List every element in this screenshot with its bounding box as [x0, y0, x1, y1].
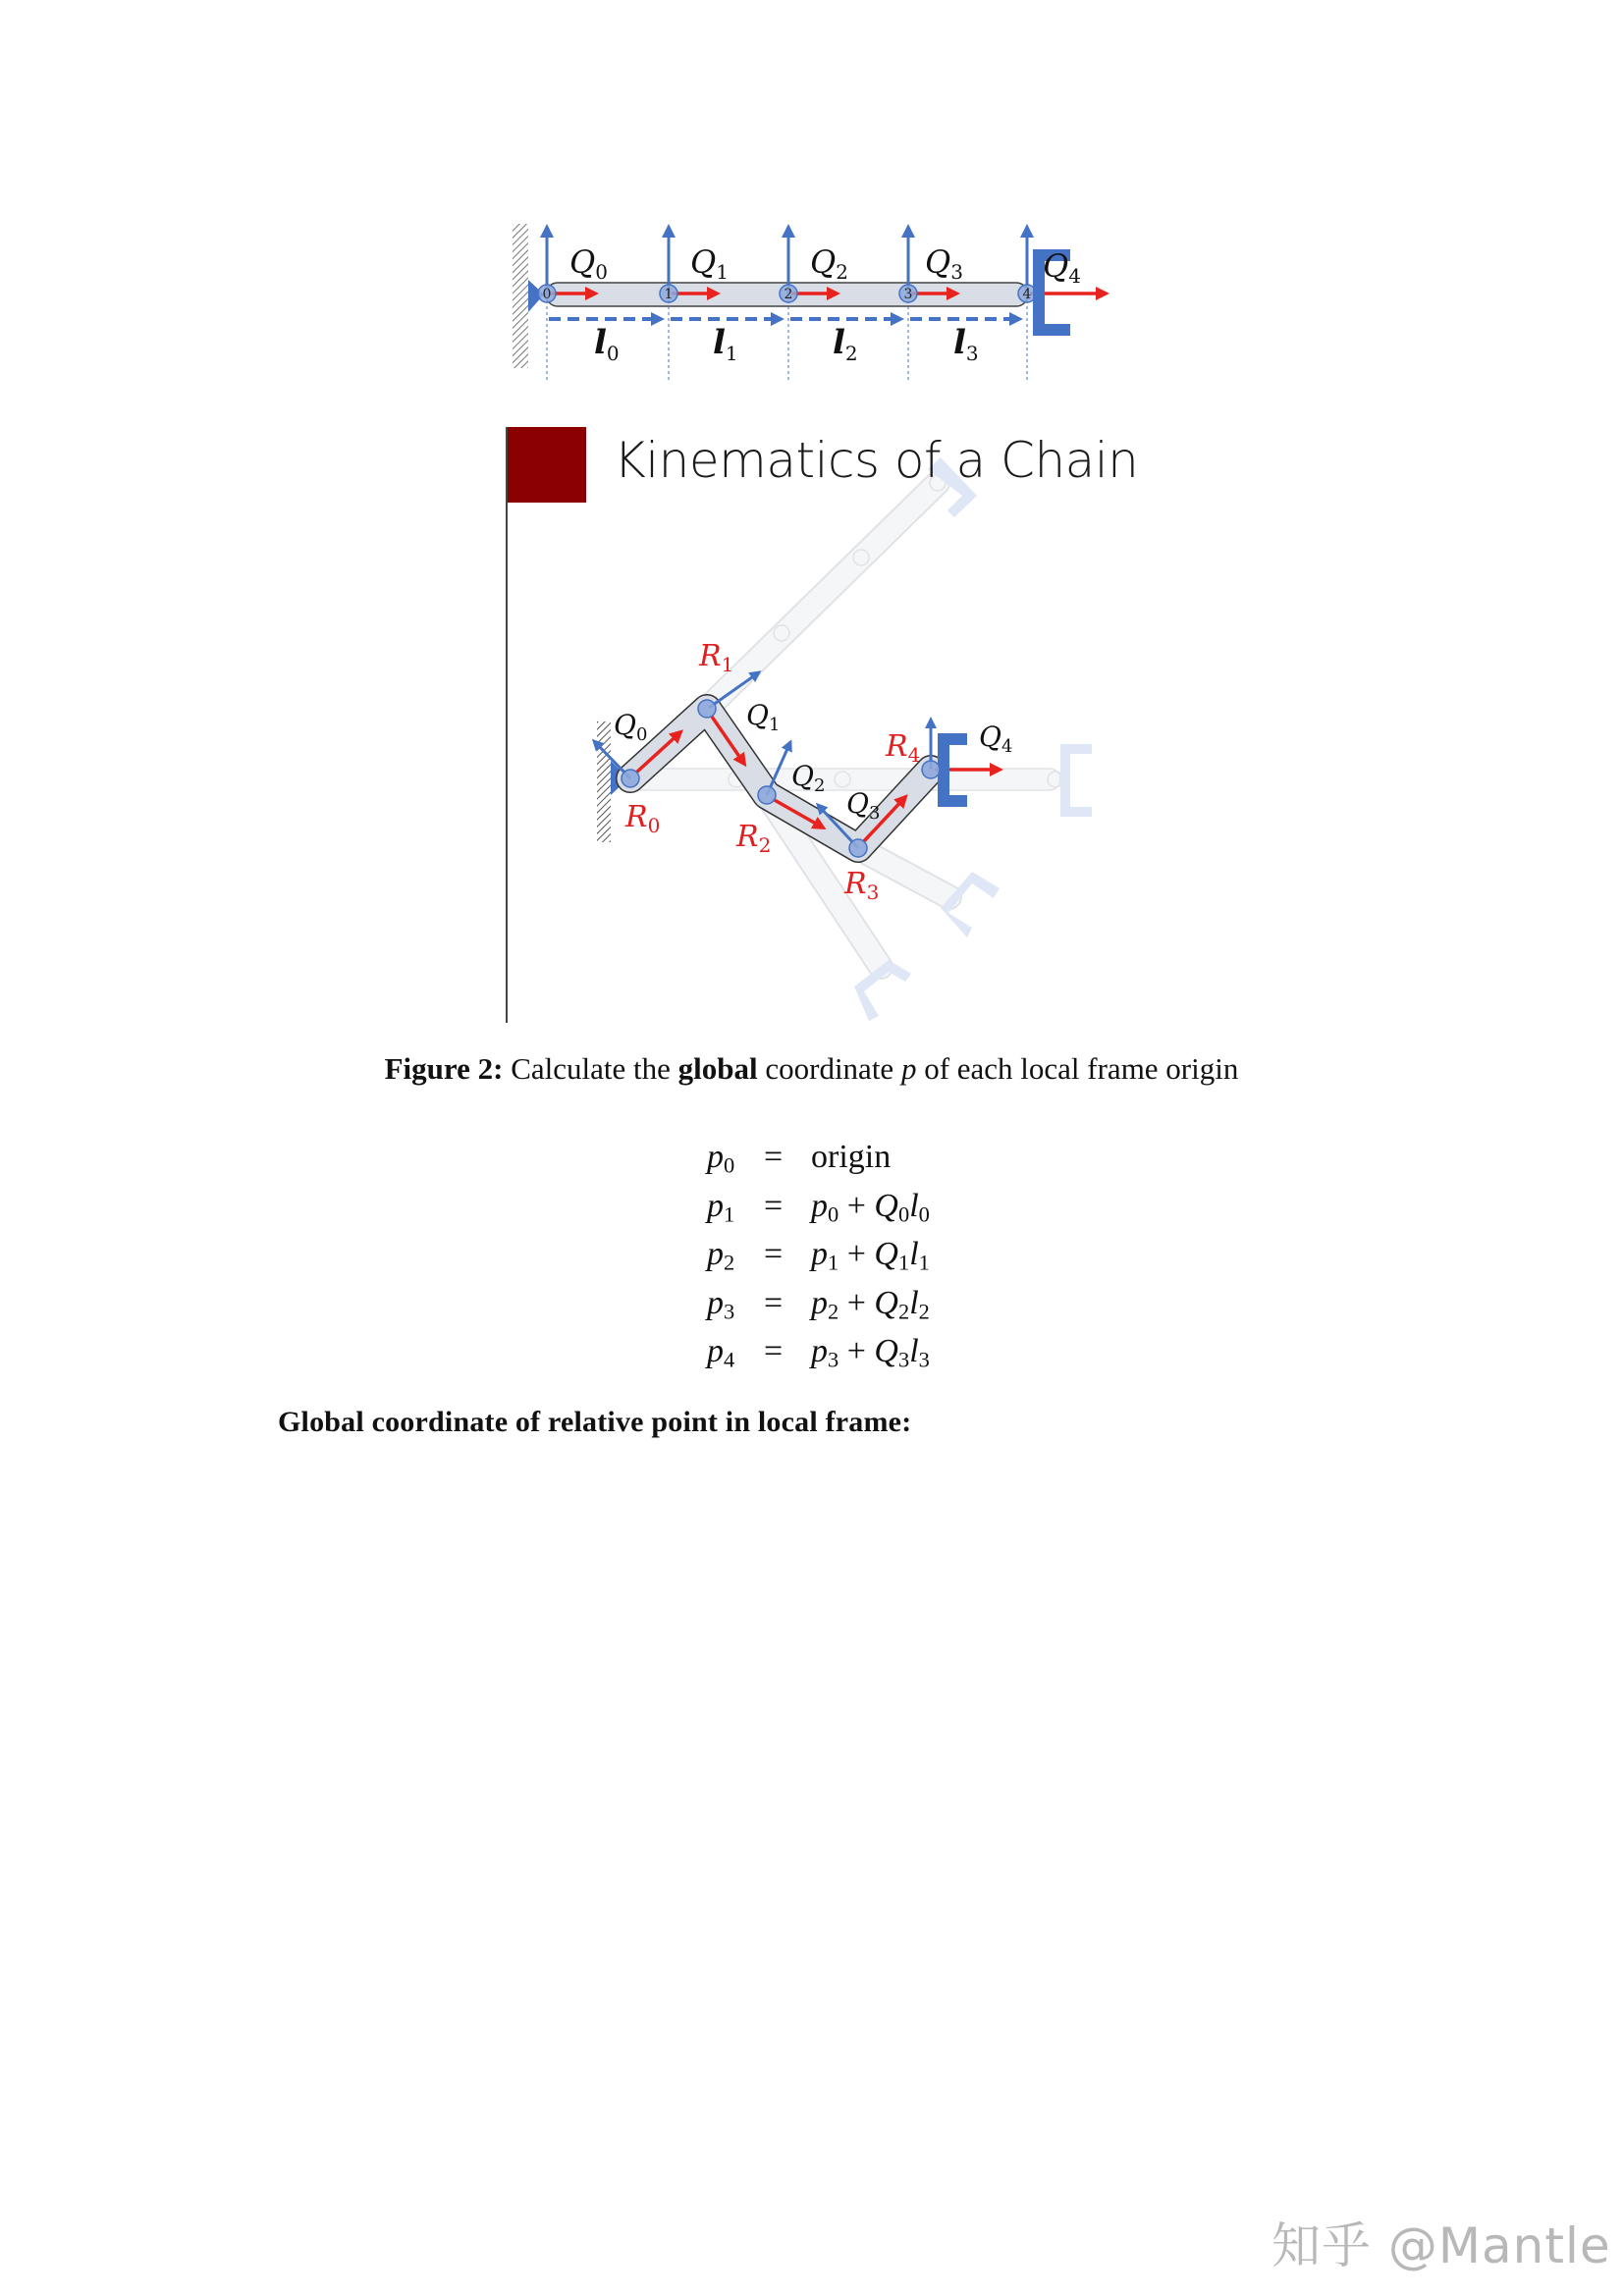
svg-text:4: 4	[1022, 287, 1032, 302]
equation-row: $p_2$ = $p_1 + Q_1l_1$	[707, 1236, 930, 1275]
svg-text:2: 2	[784, 287, 793, 302]
svg-text:Q2: $Q_2$	[791, 760, 826, 796]
equation-row: $p_3$ = $p_2 + Q_2l_2$	[707, 1284, 930, 1324]
svg-text:R4: $R_4$	[886, 729, 921, 767]
svg-text:l1: $l_1$	[713, 323, 738, 365]
svg-text:0: 0	[542, 287, 552, 302]
svg-text:Q3: Q3	[925, 243, 963, 284]
svg-text:R2: $R_2$	[736, 820, 772, 857]
svg-text:R0: $R_0$	[625, 800, 661, 837]
equation-row: $p_1$ = $p_0 + Q_0l_0$	[707, 1187, 930, 1227]
figure-chain-kinematics	[0, 0, 1623, 1041]
svg-text:l0: $l_0$	[594, 323, 620, 365]
caption-label: Figure 2:	[384, 1051, 504, 1086]
wall-hatch	[597, 721, 611, 842]
caption-text-1: Calculate the	[511, 1051, 671, 1086]
equation-row: $p_0$ = origin	[707, 1139, 892, 1178]
svg-text:1: 1	[664, 287, 674, 302]
svg-text:Q4: Q4	[1043, 247, 1081, 288]
equation-row: $p_4$ = $p_3 + Q_3l_3$	[707, 1333, 930, 1372]
svg-text:l2: $l_2$	[833, 323, 858, 365]
watermark: 知乎 @Mantle	[1271, 2217, 1611, 2274]
svg-text:Q0: Q0	[569, 243, 608, 284]
caption-text-3: of each local frame origin	[924, 1051, 1239, 1086]
section-heading: Global coordinate of relative point in local frame:	[278, 1406, 912, 1438]
caption-var: p	[900, 1051, 917, 1086]
svg-text:R3: $R_3$	[844, 867, 880, 904]
svg-text:Q0: $Q_0$	[614, 709, 648, 745]
caption-bold-word: global	[677, 1051, 758, 1086]
svg-text:l3: $l_3$	[953, 323, 979, 365]
svg-text:Q4: $Q_4$	[979, 721, 1013, 757]
svg-text:Q1: Q1	[690, 243, 729, 284]
svg-text:Q3: $Q_3$	[846, 787, 881, 824]
svg-text:3: 3	[903, 287, 913, 302]
svg-text:Q1: $Q_1$	[746, 699, 781, 735]
equation-block	[707, 1139, 930, 1382]
figure-caption	[0, 1051, 1623, 1087]
caption-text-2: coordinate	[765, 1051, 894, 1086]
svg-text:Q2: Q2	[810, 243, 848, 284]
ghost-diagonal-arm	[707, 457, 977, 709]
slide-title: Kinematics of a Chain	[614, 432, 1139, 489]
svg-text:R1: $R_1$	[699, 639, 734, 676]
